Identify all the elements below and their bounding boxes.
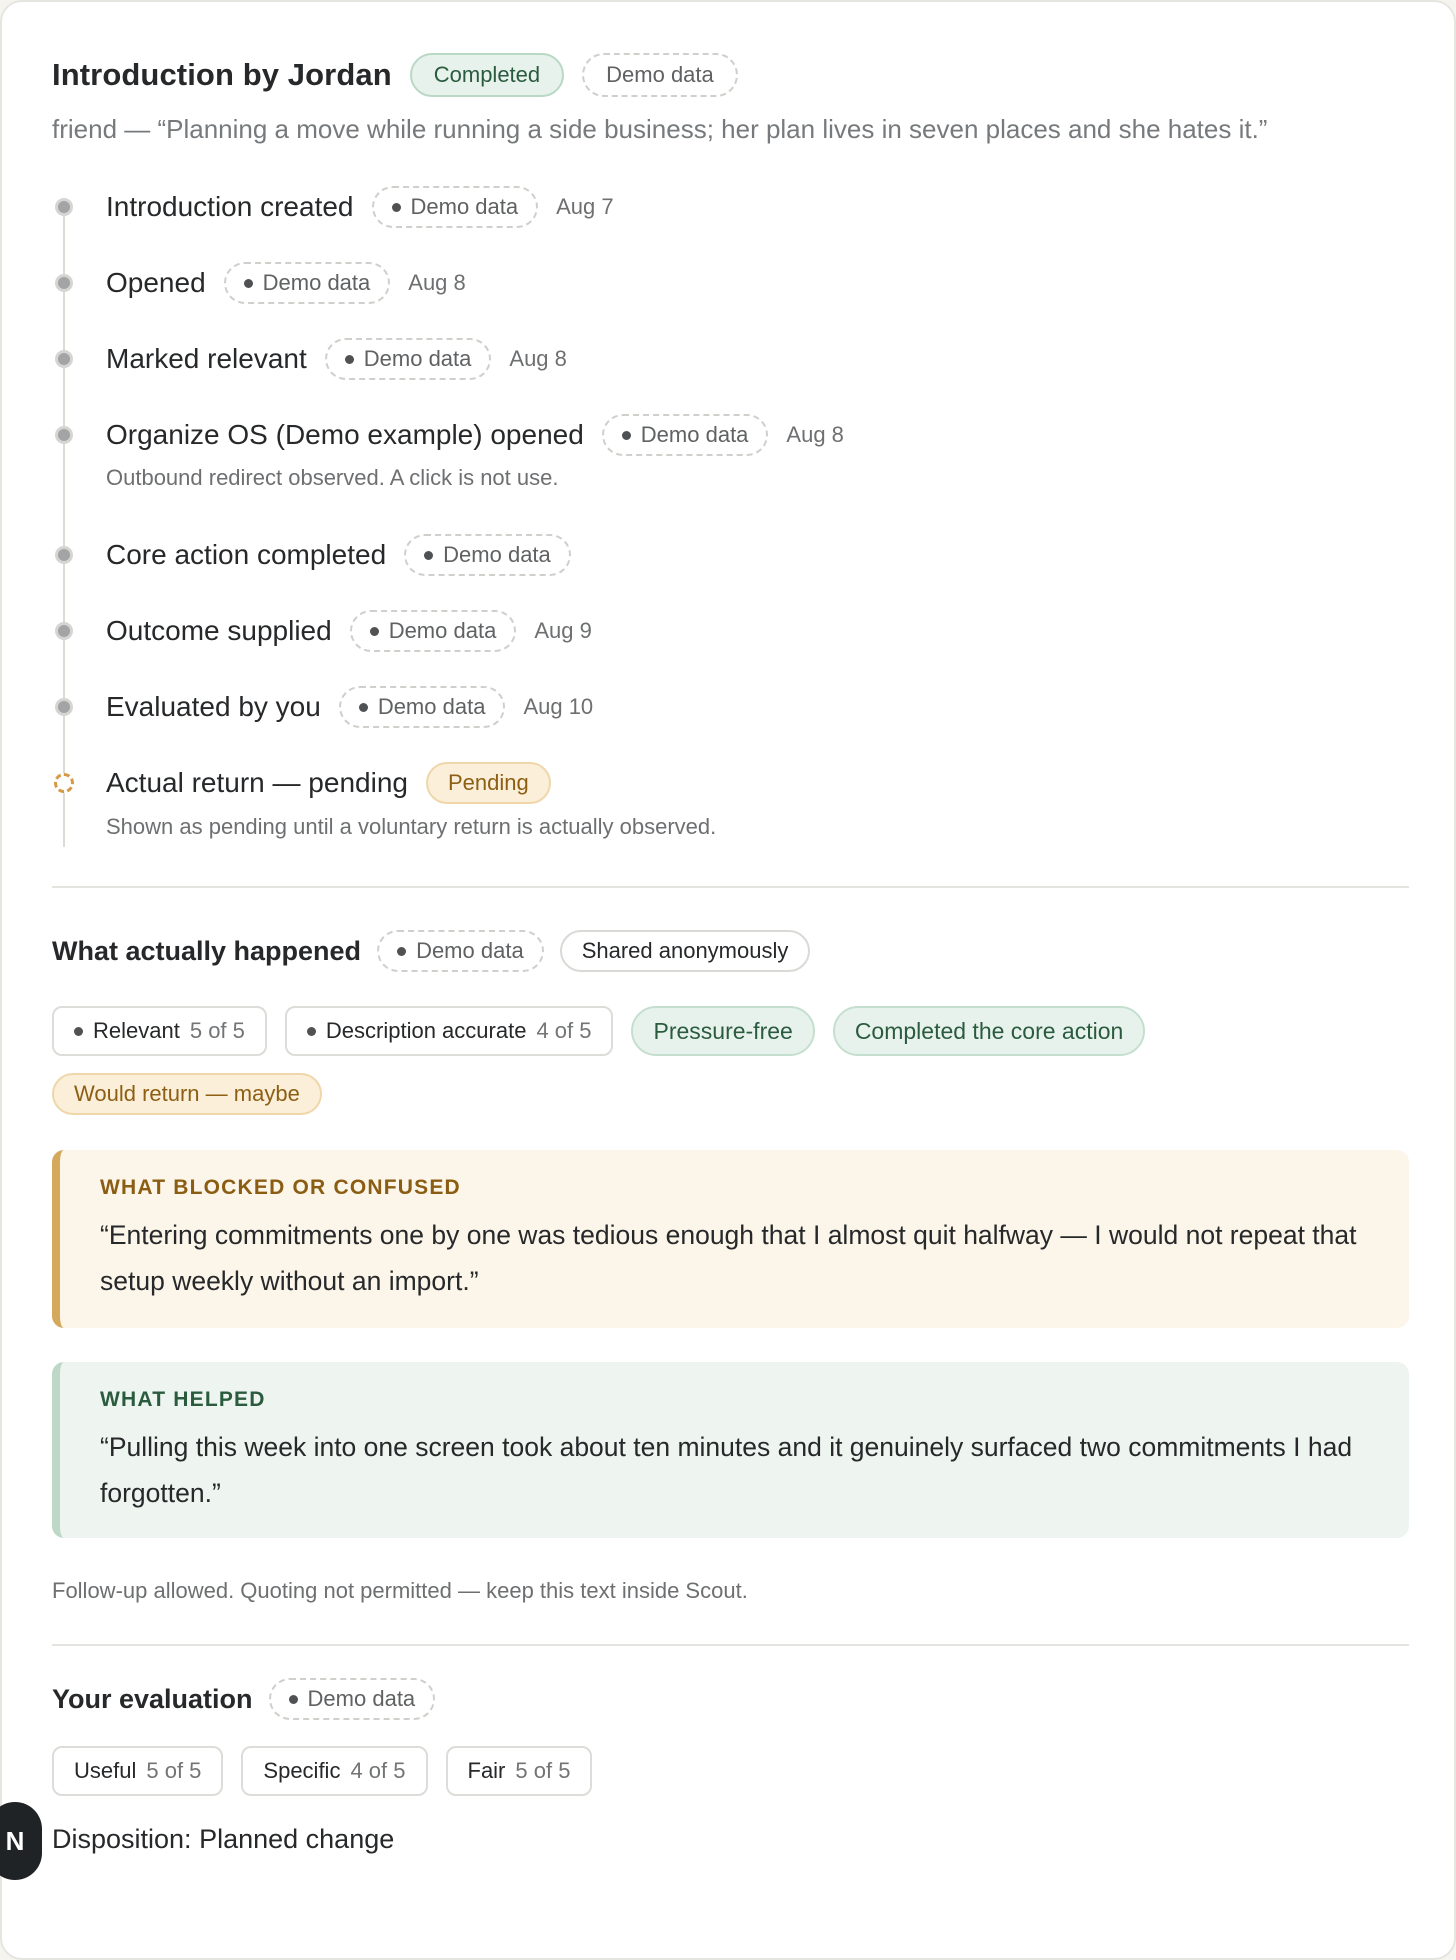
score-specific (241, 1746, 427, 1796)
bullet-icon (392, 203, 401, 212)
section-divider (52, 1644, 1409, 1646)
sharing-permissions-note: Follow-up allowed. Quoting not permitted — keep this text inside Scout. (52, 1578, 748, 1603)
demo-data-badge (224, 262, 391, 304)
badge-text: Demo data (363, 346, 472, 371)
score-useful (52, 1746, 223, 1796)
helped-callout (52, 1362, 1409, 1538)
evaluation-scores (52, 1746, 592, 1796)
badge-text: Demo data (640, 422, 749, 447)
rating-relevant (52, 1006, 267, 1056)
pending-spinner-icon (54, 773, 74, 793)
timeline-label: Marked relevant (106, 343, 307, 374)
demo-data-badge (269, 1678, 436, 1720)
timeline-dot-icon (55, 426, 73, 444)
timeline-label: Organize OS (Demo example) opened (106, 419, 584, 450)
timeline-date: Aug 8 (786, 422, 844, 447)
demo-data-badge: Demo data (582, 53, 738, 97)
section-divider (52, 886, 1409, 888)
badge-text: Demo data (443, 542, 551, 567)
badge-text: Demo data (416, 938, 524, 963)
demo-data-badge (372, 186, 539, 228)
disposition (52, 1824, 394, 1855)
blocked-callout (52, 1150, 1409, 1328)
timeline-note: Outbound redirect observed. A click is not use. (106, 465, 559, 490)
dev-tools-launcher-button[interactable] (0, 1802, 42, 1880)
timeline-label: Introduction created (106, 191, 354, 222)
timeline-date: Aug 8 (408, 270, 466, 295)
timeline-date: Aug 7 (556, 194, 614, 219)
section-title: Your evaluation (52, 1683, 253, 1714)
bullet-icon (622, 431, 631, 440)
callout-heading: WHAT BLOCKED OR CONFUSED (100, 1176, 461, 1199)
rating-value: 4 of 5 (536, 1018, 592, 1043)
score-label: Fair (467, 1758, 506, 1783)
bullet-icon (74, 1027, 83, 1036)
demo-data-badge (325, 338, 492, 380)
rating-description-accurate (285, 1006, 614, 1056)
score-value: 4 of 5 (350, 1758, 406, 1783)
score-value: 5 of 5 (515, 1758, 571, 1783)
timeline-dot-icon (55, 198, 73, 216)
shared-anonymously-badge: Shared anonymously (560, 930, 811, 972)
disposition-label: Disposition: (52, 1824, 192, 1854)
tag-would-return: Would return — maybe (52, 1073, 322, 1115)
timeline-label: Evaluated by you (106, 691, 321, 722)
timeline-date: Aug 8 (509, 346, 567, 371)
outcome-ratings (52, 1006, 1145, 1056)
callout-heading: WHAT HELPED (100, 1388, 266, 1411)
bullet-icon (345, 355, 354, 364)
timeline-date: Aug 9 (534, 618, 592, 643)
pending-badge: Pending (426, 762, 551, 804)
tag-pressure-free: Pressure-free (631, 1006, 814, 1056)
bullet-icon (370, 627, 379, 636)
callout-quote: “Pulling this week into one screen took about ten minutes and it genuinely surfaced two commitments I had forgotten.” (100, 1432, 1353, 1508)
timeline-dot-icon (55, 622, 73, 640)
demo-data-badge (350, 610, 517, 652)
rating-label: Relevant (93, 1018, 180, 1043)
demo-data-badge (404, 534, 571, 576)
evaluation-header (52, 1676, 435, 1722)
badge-text: Demo data (307, 1686, 416, 1711)
badge-text: Demo data (262, 270, 371, 295)
timeline-label: Core action completed (106, 539, 387, 570)
timeline-dot-icon (55, 546, 73, 564)
badge-text: Demo data (410, 194, 519, 219)
timeline-note: Shown as pending until a voluntary return is actually observed. (106, 814, 717, 839)
timeline-label: Opened (106, 267, 206, 298)
timeline-line (63, 202, 65, 847)
score-value: 5 of 5 (146, 1758, 202, 1783)
disposition-value: Planned change (199, 1824, 395, 1854)
bullet-icon (307, 1027, 316, 1036)
timeline-dot-icon (55, 350, 73, 368)
bullet-icon (424, 551, 433, 560)
rating-label: Description accurate (325, 1018, 527, 1043)
score-label: Useful (74, 1758, 137, 1783)
callout-quote: “Entering commitments one by one was tedious enough that I almost quit halfway — I would not repeat that setup weekly without an import.” (100, 1220, 1357, 1296)
timeline-label: Outcome supplied (106, 615, 332, 646)
status-badge: Completed (410, 53, 564, 97)
rating-value: 5 of 5 (189, 1018, 245, 1043)
introduction-context: friend — “Planning a move while running a side business; her plan lives in seven places and she hates it.” (52, 114, 1268, 144)
score-fair (446, 1746, 593, 1796)
demo-data-badge (339, 686, 506, 728)
bullet-icon (244, 279, 253, 288)
timeline-date: Aug 10 (523, 694, 594, 719)
section-title: What actually happened (52, 935, 362, 966)
page-title: Introduction by Jordan (52, 57, 392, 92)
score-label: Specific (263, 1758, 341, 1783)
bullet-icon (397, 947, 406, 956)
card-header (52, 52, 738, 98)
happened-header (52, 928, 810, 974)
timeline-dot-icon (55, 274, 73, 292)
demo-data-badge (602, 414, 769, 456)
n-logo-icon: N (5, 1825, 25, 1856)
badge-text: Demo data (377, 694, 486, 719)
tag-completed-core-action: Completed the core action (833, 1006, 1146, 1056)
demo-data-badge (377, 930, 544, 972)
return-intent-row (52, 1073, 322, 1115)
badge-text: Demo data (388, 618, 497, 643)
timeline-dot-icon (55, 698, 73, 716)
bullet-icon (289, 1695, 298, 1704)
bullet-icon (359, 703, 368, 712)
timeline-label: Actual return — pending (106, 767, 408, 798)
